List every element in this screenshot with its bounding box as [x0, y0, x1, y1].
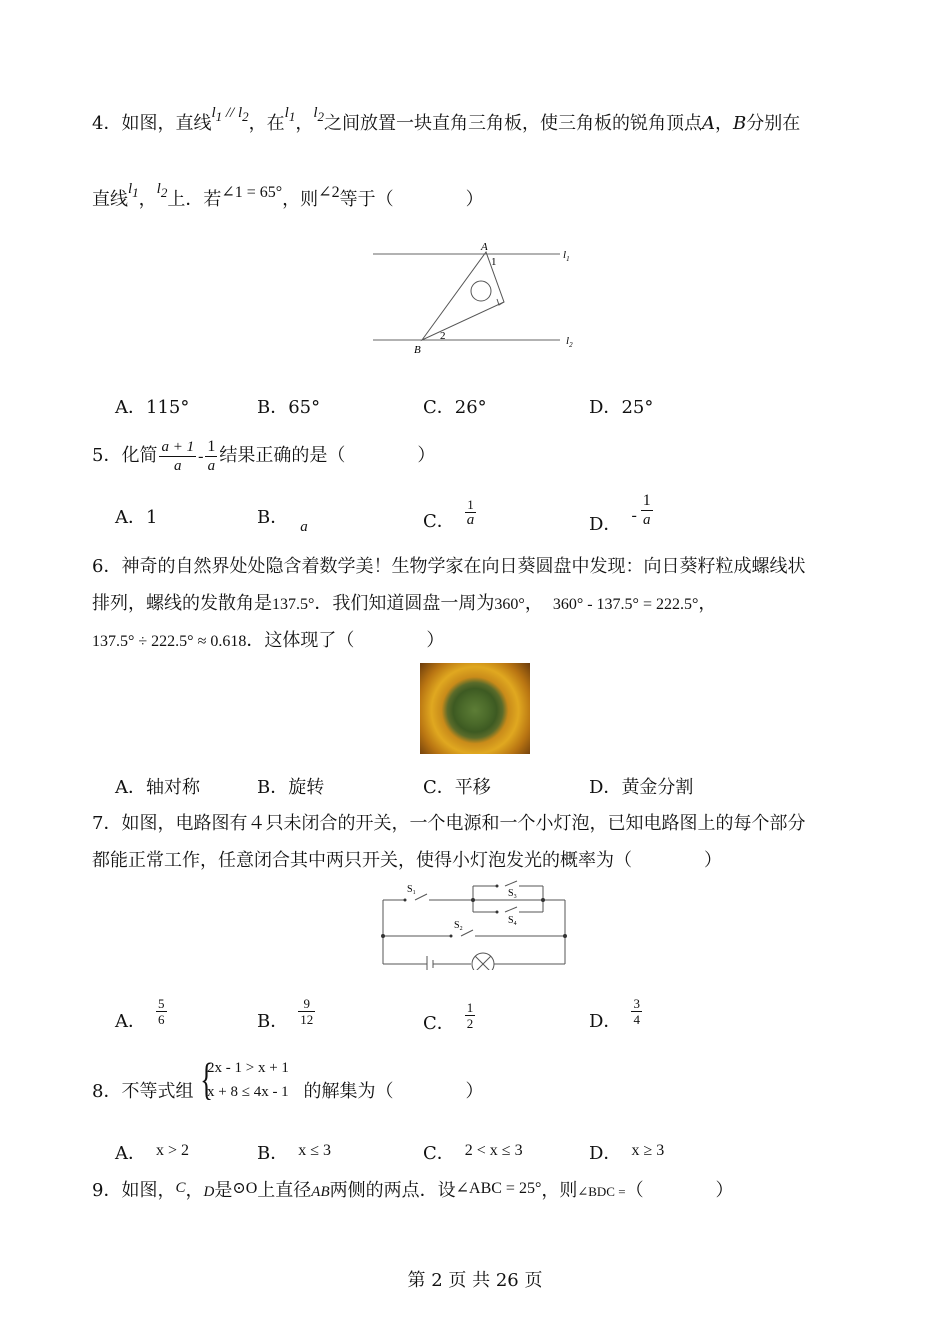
q7-option-a[interactable]: A． $\frac{5}{6}$: [115, 996, 165, 1032]
l1-symbol: l1: [128, 181, 139, 200]
q7-circuit-figure: [375, 878, 575, 970]
q9-text: ，则: [541, 1180, 578, 1201]
q9-text: 上直径: [257, 1180, 312, 1201]
q9-text: 是: [214, 1180, 233, 1201]
q5-line: [92, 436, 435, 477]
q6-option-d[interactable]: D．黄金分割: [589, 777, 694, 798]
q4-option-c[interactable]: C．26°: [423, 397, 487, 418]
divergence-angle: 137.5°: [272, 596, 315, 613]
q4-text: 等于（ ）: [339, 189, 484, 210]
switch-s3: [505, 881, 517, 886]
point-b: B: [732, 113, 747, 134]
q8-option-b[interactable]: B． x ≤ 3: [257, 1142, 332, 1164]
inequality-2: x + 8 ≤ 4x - 1: [207, 1084, 289, 1100]
q6-text: 排列，螺线的发散角是: [92, 593, 272, 614]
label-l1: $l_1$: [563, 249, 570, 263]
q6-line3: [92, 629, 444, 654]
diameter-ab: AB: [311, 1184, 330, 1200]
q4-text: 上．若: [167, 189, 222, 210]
q4-text: 分别在: [746, 113, 801, 134]
q4-number: 4．: [92, 113, 122, 134]
q6-text: ，: [698, 593, 717, 614]
q7-option-c[interactable]: C． $\frac{1}{2}$: [423, 1000, 474, 1034]
point-c: C: [175, 1180, 186, 1196]
fraction-a-plus-1-over-a: $\frac{a + 1}{a}$: [161, 438, 195, 474]
point-d: D: [203, 1184, 215, 1200]
q4-figure: [360, 236, 590, 358]
q6-line1: [92, 555, 805, 579]
q4-option-d[interactable]: D．25°: [589, 397, 654, 418]
l1-symbol: l1 // l2: [211, 105, 249, 124]
q6-option-b[interactable]: B．旋转: [257, 777, 325, 798]
q6-number: 6．: [92, 556, 122, 577]
q6-line2: [92, 592, 716, 617]
q4-text: ，: [295, 113, 314, 134]
q5-option-c[interactable]: C． $\frac{1}{a}$: [423, 497, 475, 532]
angle-abc: ∠ABC = 25°: [455, 1180, 542, 1197]
lamp: [472, 953, 494, 970]
label-angle2: 2: [440, 330, 446, 342]
q8-text: 的解集为（ ）: [303, 1081, 484, 1102]
q7-option-d[interactable]: D． $\frac{3}{4}$: [589, 996, 640, 1032]
q4-text: ，: [714, 113, 733, 134]
q8-option-d[interactable]: D． x ≥ 3: [589, 1142, 665, 1164]
q7-line2: [92, 849, 722, 873]
fraction-1-over-a: $\frac{1}{a}$: [207, 437, 216, 474]
ruler-hole: [471, 281, 491, 301]
q4-line2: [92, 181, 484, 217]
circle-o: ⊙O: [232, 1180, 258, 1197]
q4-text: 之间放置一块直角三角板，使三角板的锐角顶点: [323, 113, 702, 134]
q6-text: ．这体现了（ ）: [246, 630, 445, 651]
q7-text: 如图，电路图有４只未闭合的开关，一个电源和一个小灯泡，已知电路图上的每个部分: [121, 813, 806, 834]
q8-option-c[interactable]: C． 2 < x ≤ 3: [423, 1142, 523, 1164]
label-l2: $l_2$: [566, 335, 573, 349]
minus-sign: -: [198, 448, 204, 465]
system-brace: {: [200, 1055, 213, 1104]
label-a: A: [481, 241, 488, 253]
q5-option-b[interactable]: B． $_a$: [257, 507, 308, 535]
switch-s2: [461, 930, 473, 936]
q4-text: 直线: [92, 189, 128, 210]
sunflower-image: [420, 663, 530, 754]
q4-text: ，则: [282, 189, 319, 210]
q7-line1: [92, 812, 805, 836]
angle-bdc: ∠BDC =: [577, 1184, 626, 1199]
q5-option-d[interactable]: D． - $\frac{1}{a}$: [589, 492, 651, 535]
q4-option-b[interactable]: B．65°: [257, 397, 321, 418]
subtraction-expression: 360° - 137.5° = 222.5°: [552, 596, 699, 613]
q8-text: 不等式组: [121, 1081, 194, 1102]
switch-s4: [505, 907, 517, 912]
q4-text: 如图，直线: [121, 113, 212, 134]
label-b: B: [414, 344, 421, 356]
q7-text: 都能正常工作，任意闭合其中两只开关，使得小灯泡发光的概率为（ ）: [92, 850, 722, 871]
q9-line: [92, 1179, 734, 1204]
q5-option-a[interactable]: A．1: [115, 507, 158, 528]
l2-symbol: l2: [313, 105, 324, 124]
inequality-1: 2x - 1 > x + 1: [207, 1060, 289, 1076]
l2-symbol: l2: [156, 181, 168, 200]
q5-text: 化简: [121, 445, 158, 466]
angle1-expression: ∠1 = 65°: [221, 184, 283, 201]
q7-option-b[interactable]: B． $\frac{9}{12}$: [257, 996, 314, 1032]
q4-text: ，在: [248, 113, 285, 134]
q6-text: ，: [524, 593, 543, 614]
q6-option-a[interactable]: A．轴对称: [115, 777, 200, 798]
q9-number: 9．: [92, 1180, 122, 1201]
q6-text: ．我们知道圆盘一周为: [314, 593, 495, 614]
q8-option-a[interactable]: A． x > 2: [115, 1142, 190, 1164]
label-s1: $S_1$: [407, 884, 416, 896]
l1-symbol: l1: [284, 105, 296, 124]
q9-text: 两侧的两点．设: [329, 1180, 456, 1201]
q6-text: 神奇的自然界处处隐含着数学美！生物学家在向日葵圆盘中发现：向日葵籽粒成螺线状: [121, 556, 806, 577]
label-s3: $S_3$: [508, 888, 517, 900]
q5-number: 5．: [92, 445, 122, 466]
q6-option-c[interactable]: C．平移: [423, 777, 491, 798]
q9-text: 如图，: [121, 1180, 176, 1201]
label-s4: $S_4$: [508, 915, 517, 927]
label-s2: $S_2$: [454, 920, 463, 932]
q4-line1: [92, 105, 801, 141]
q5-text: 结果正确的是（ ）: [219, 445, 436, 466]
ratio-expression: 137.5° ÷ 222.5° ≈ 0.618: [92, 633, 247, 650]
switch-s1: [415, 894, 427, 900]
page-footer: 第 2 页 共 26 页: [407, 1270, 543, 1291]
q9-text: ，: [185, 1180, 204, 1201]
full-circle-angle: 360°: [494, 596, 525, 613]
q4-text: ，: [138, 189, 157, 210]
q4-option-a[interactable]: A．115°: [115, 397, 190, 418]
point-a: A: [701, 113, 715, 134]
angle2-symbol: ∠2: [318, 184, 340, 201]
label-angle1: 1: [491, 256, 497, 268]
q8-number: 8．: [92, 1081, 122, 1102]
q7-number: 7．: [92, 813, 122, 834]
q9-text: （ ）: [625, 1180, 734, 1201]
